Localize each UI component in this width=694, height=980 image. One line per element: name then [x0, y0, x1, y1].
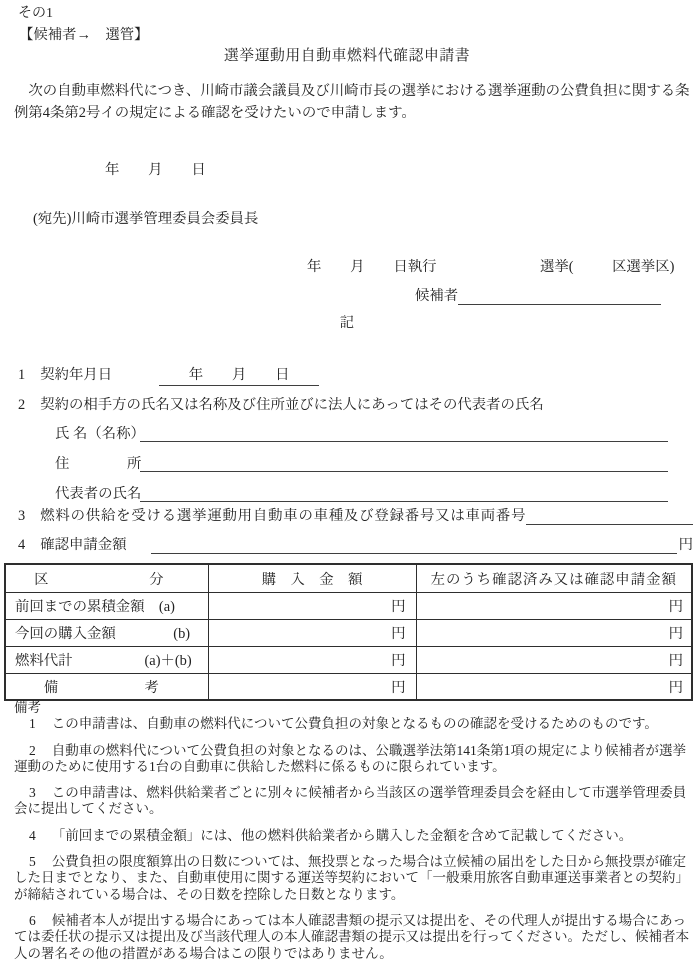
party-name-label: 氏 名（名称）: [55, 426, 145, 442]
yen-unit-label: 円: [391, 599, 406, 615]
total-purchase-cell[interactable]: [208, 646, 416, 673]
addressee-line: (宛先)川崎市選挙管理委員会委員長: [33, 211, 259, 227]
note-number: 4: [29, 827, 36, 843]
representative-name-field[interactable]: [140, 501, 668, 502]
submission-date-field[interactable]: 年 月 日: [105, 162, 206, 178]
note-number: 6: [29, 912, 36, 928]
note-number: 2: [29, 742, 36, 758]
notes-heading: 備考: [14, 700, 41, 715]
note-number: 1: [29, 716, 36, 732]
representative-name-label: 代表者の氏名: [55, 486, 142, 502]
table-row-cumulative: [5, 592, 692, 619]
field-representative-name: [55, 482, 668, 502]
note-item-4: [14, 828, 693, 844]
column-header-purchase-amount: 購 入 金 額: [208, 564, 416, 592]
ki-heading: 記: [339, 315, 355, 331]
item-vehicle-info: [18, 507, 693, 525]
row-label-cumulative: 前回までの累積金額 (a): [5, 592, 208, 619]
execution-date-field[interactable]: 年 月 日執行: [307, 259, 437, 275]
item-number: 1: [18, 367, 26, 383]
party-address-field[interactable]: [140, 471, 668, 472]
contract-date-field[interactable]: 年 月 日: [159, 363, 319, 386]
note-text: この申請書は、自動車の燃料代について公費負担の対象となるものの確認を受けるためのものです。: [51, 716, 658, 732]
vehicle-info-label: 燃料の供給を受ける選挙運動用自動車の車種及び登録番号又は車両番号: [40, 508, 527, 524]
yen-unit-label: 円: [668, 653, 683, 669]
field-party-name: [55, 422, 668, 442]
note-text: この申請書は、燃料供給業者ごとに別々に候補者から当該区の選挙管理委員会を経由して市選挙管理委員会に提出してください。: [14, 785, 687, 817]
note-number: 3: [29, 785, 36, 801]
table-row-current-purchase: [5, 619, 692, 646]
application-amount-label: 確認申請金額: [40, 537, 127, 553]
intro-paragraph: 次の自動車燃料代につき、川崎市議会議員及び川崎市長の選挙における選挙運動の公費負担に関する条例第4条第2号イの規定による確認を受けたいので申請します。: [14, 83, 690, 121]
column-header-confirmed-amount: 左のうち確認済み又は確認申請金額: [416, 564, 692, 592]
yen-unit-label: 円: [668, 626, 683, 642]
yen-unit-label: 円: [668, 599, 683, 615]
application-amount-field[interactable]: [151, 537, 677, 554]
total-confirmed-cell[interactable]: [416, 646, 692, 673]
note-text: 自動車の燃料代について公費負担の対象となるのは、公職選挙法第141条第1項の規定により候補者が選挙運動のために使用する1台の自動車に供給した燃料に係るものに限られています。: [14, 742, 686, 774]
form-title: 選挙運動用自動車燃料代確認申請書: [223, 48, 471, 64]
field-party-address: [55, 452, 668, 472]
note-item-6: [14, 913, 693, 962]
contract-date-label: 契約年月日: [40, 367, 113, 383]
note-item-2: [14, 743, 693, 776]
table-row-fuel-total: [5, 646, 692, 673]
item-contract-date: [18, 363, 319, 386]
election-execution-row: [0, 255, 694, 275]
yen-unit-label: 円: [391, 626, 406, 642]
row-label-current-purchase: 今回の購入金額 (b): [5, 619, 208, 646]
routing-label: 【候補者→ 選管】: [19, 27, 149, 43]
fuel-amount-table: [4, 563, 693, 701]
note-item-5: [14, 854, 693, 903]
column-header-category: 区 分: [5, 564, 208, 592]
table-row-remarks: [5, 673, 692, 700]
remarks-confirmed-cell[interactable]: [416, 673, 692, 700]
vehicle-info-field[interactable]: [526, 508, 693, 525]
candidate-row: [415, 284, 661, 304]
candidate-name-field[interactable]: [458, 289, 661, 305]
yen-unit-label: 円: [391, 679, 406, 696]
note-text: 「前回までの累積金額」には、他の燃料供給業者から購入した金額を含めて記載してください。: [51, 827, 633, 843]
note-item-3: [14, 785, 693, 818]
yen-unit-label: 円: [678, 537, 693, 553]
contract-party-label: 契約の相手方の氏名又は名称及び住所並びに法人にあってはその代表者の氏名: [40, 397, 544, 413]
district-name-blank[interactable]: 区選挙区): [612, 259, 675, 275]
item-number: 3: [18, 508, 26, 524]
current-confirmed-cell[interactable]: [416, 619, 692, 646]
yen-unit-label: 円: [391, 653, 406, 669]
note-text: 候補者本人が提出する場合にあっては本人確認書類の提示又は提出を、その代理人が提出する場合にあっては委任状の提示又は提出及び当該代理人の本人確認書類の提示又は提出を行ってください。ただし、候補者本人の署名その他の措置がある場合はこの限りではありません。: [14, 912, 689, 961]
item-number: 4: [18, 537, 26, 553]
item-application-amount: [18, 536, 693, 554]
remarks-purchase-cell[interactable]: [208, 673, 416, 700]
table-header-row: [5, 564, 692, 592]
party-address-label: 住 所: [55, 456, 142, 472]
party-name-field[interactable]: [140, 441, 668, 442]
notes-section: [14, 700, 693, 962]
note-item-1: [14, 716, 693, 732]
note-number: 5: [29, 854, 36, 870]
row-label-remarks: 備 考: [5, 673, 208, 700]
yen-unit-label: 円: [668, 679, 683, 696]
cumulative-confirmed-cell[interactable]: [416, 592, 692, 619]
row-label-fuel-total: 燃料代計 (a)＋(b): [5, 646, 208, 673]
candidate-label: 候補者: [415, 288, 459, 304]
election-name-blank[interactable]: 選挙(: [540, 259, 574, 275]
cumulative-purchase-cell[interactable]: [208, 592, 416, 619]
item-number: 2: [18, 397, 26, 413]
item-contract-party: [18, 393, 544, 414]
note-text: 公費負担の限度額算出の日数については、無投票となった場合は立候補の届出をした日から無投票が確定した日までとなり、また、自動車使用に関する運送等契約において「一般乗用旅客自動車運送事業者との契約」が締結されている場合は、その日数を控除した日数となります。: [14, 854, 689, 902]
copy-number-label: その1: [18, 6, 53, 21]
current-purchase-cell[interactable]: [208, 619, 416, 646]
